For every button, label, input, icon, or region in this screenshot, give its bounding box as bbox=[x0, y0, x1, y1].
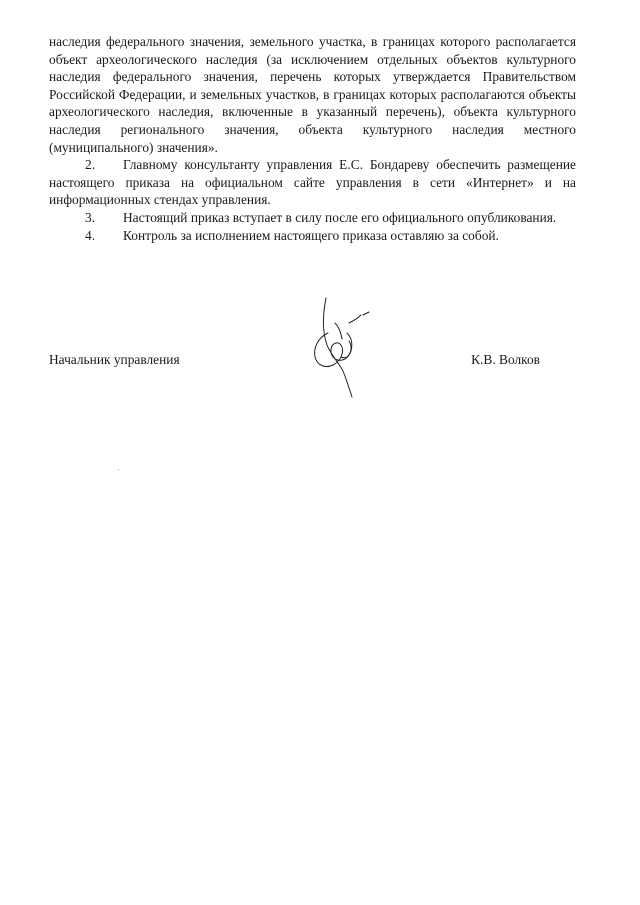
paragraph-continuation: наследия федерального значения, земельного участка, в границах которого располагается объект археологического наследия (за исключением отдельных объектов культурного наследия федерального значения, перечень которых утверждается Правительством Российской Федерации, и земельных участков, в границах которых располагаются объекты археологического наследия, включенные в указанный перечень), объекта культурного наследия регионального значения, объекта культурного наследия местного (муниципального) значения». bbox=[49, 34, 576, 155]
signer-position: Начальник управления bbox=[49, 352, 180, 367]
numbered-item-2 bbox=[49, 156, 576, 209]
numbered-item-3 bbox=[49, 209, 576, 227]
item-number: 4. bbox=[85, 227, 96, 243]
item-text: Контроль за исполнением настоящего приказа оставляю за собой. bbox=[123, 227, 499, 243]
item-number: 2. bbox=[85, 157, 96, 173]
item-text: Главному консультанту управления Е.С. Бондареву обеспечить размещение настоящего приказа на официальном сайте управления в сети «Интернет» и на информационных стендах управления. bbox=[49, 157, 576, 208]
signer-name: К.В. Волков bbox=[471, 352, 540, 367]
item-text: Настоящий приказ вступает в силу после его официального опубликования. bbox=[123, 209, 557, 225]
scan-speck bbox=[118, 469, 119, 470]
numbered-item-4 bbox=[49, 227, 576, 245]
handwritten-signature bbox=[305, 293, 375, 401]
item-number: 3. bbox=[85, 209, 96, 225]
document-body bbox=[49, 33, 576, 244]
signature-block bbox=[49, 352, 540, 372]
